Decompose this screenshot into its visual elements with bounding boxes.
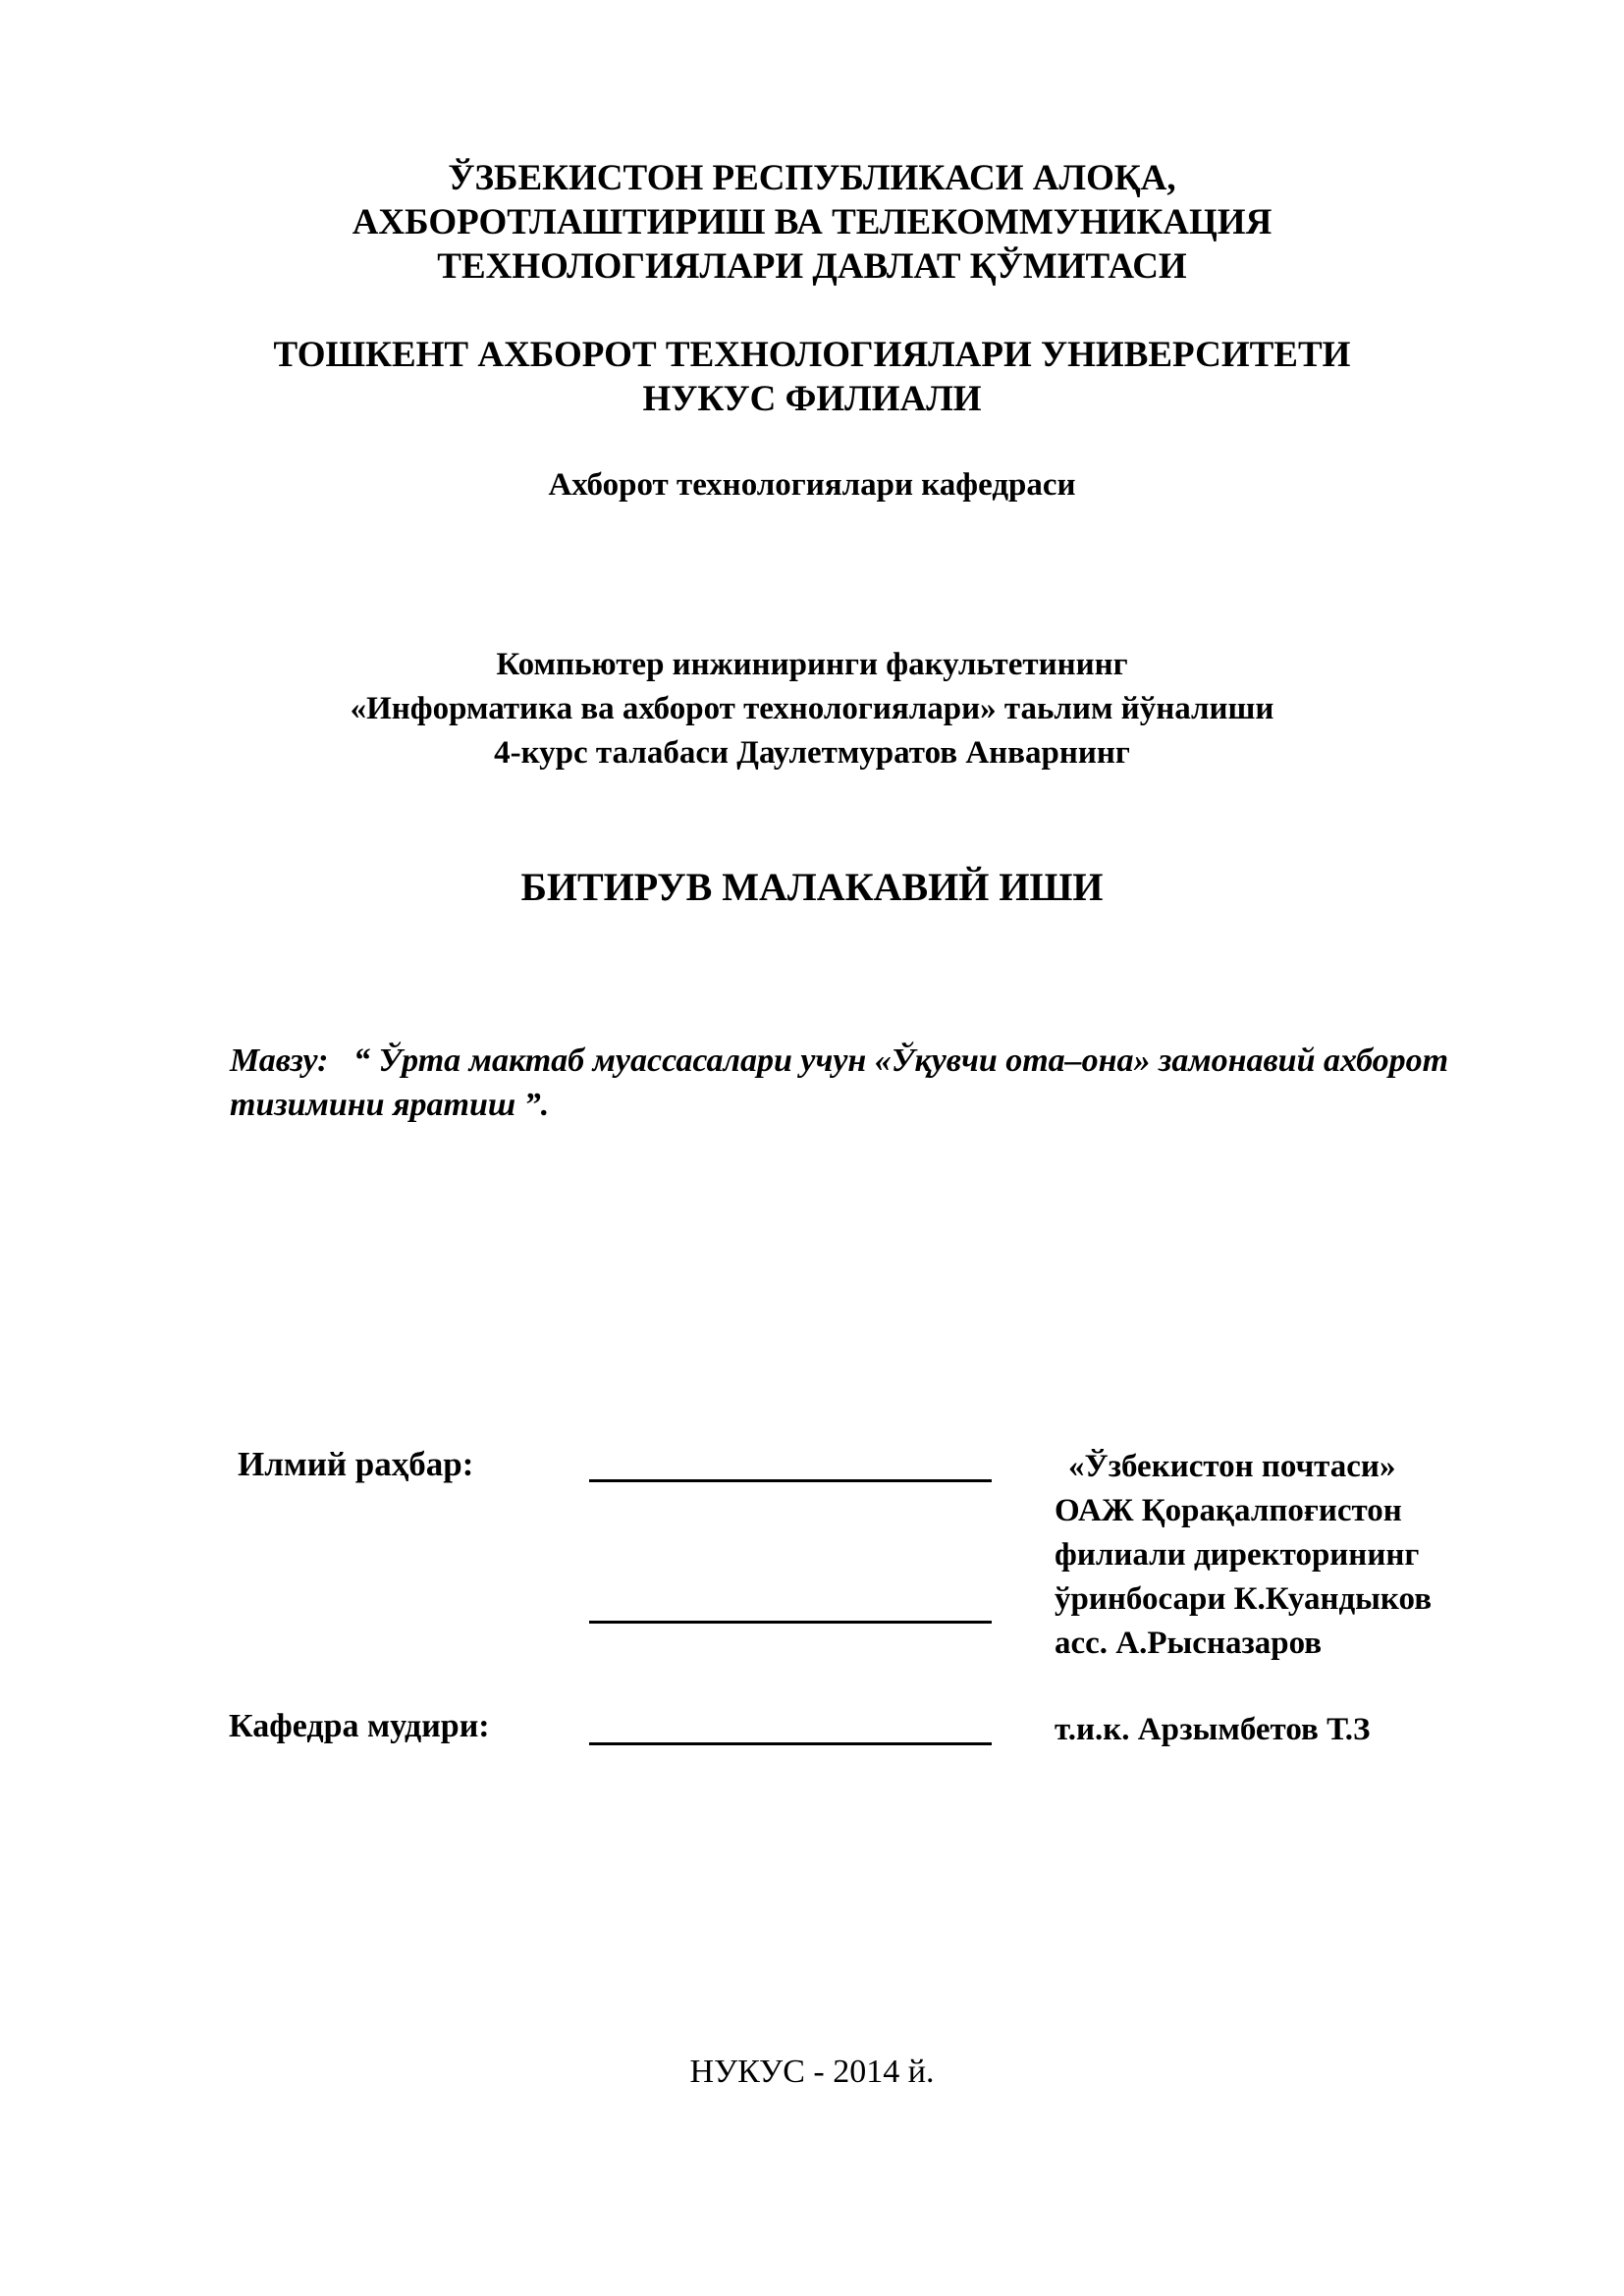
student-line-2: «Информатика ва ахборот технологиялари» таьлим йўналиши	[350, 691, 1274, 726]
ministry-line-3: ТЕХНОЛОГИЯЛАРИ ДАВЛАТ ҚЎМИТАСИ	[437, 246, 1187, 287]
department-name: Ахборот технологиялари кафедраси	[548, 467, 1076, 503]
document-title: БИТИРУВ МАЛАКАВИЙ ИШИ	[520, 865, 1104, 909]
head-of-department-label: Кафедра мудири:	[229, 1708, 490, 1744]
head-of-department-name: т.и.к. Арзымбетов Т.З	[1055, 1712, 1371, 1747]
supervisor-signature-line-2	[589, 1621, 992, 1624]
footer-city-year: НУКУС - 2014 й.	[689, 2054, 935, 2090]
topic-label: Мавзу:	[230, 1042, 329, 1079]
university-line-1: ТОШКЕНТ АХБОРОТ ТЕХНОЛОГИЯЛАРИ УНИВЕРСИТЕТИ	[273, 335, 1351, 375]
supervisor-info-line-4: ўринбосари К.Куандыков	[1055, 1581, 1433, 1617]
topic	[230, 1039, 1536, 1127]
supervisor-info-line-2: ОАЖ Қорақалпоғистон	[1055, 1493, 1402, 1528]
supervisor-info-line-5: асс. А.Рысназаров	[1055, 1626, 1323, 1661]
supervisor-signature-line-1	[589, 1479, 992, 1482]
supervisor-info-line-1: «Ўзбекистон почтаси»	[1068, 1449, 1396, 1484]
supervisor-label: Илмий раҳбар:	[238, 1445, 474, 1483]
head-signature-line	[589, 1742, 992, 1745]
student-line-3: 4-курс талабаси Даулетмуратов Анварнинг	[494, 735, 1130, 771]
topic-text: “ Ўрта мактаб муассасалари учун «Ўқувчи ота–она» замонавий ахборот тизимини яратиш ”.	[230, 1042, 1449, 1123]
student-line-1: Компьютер инжиниринги факультетининг	[496, 647, 1128, 682]
ministry-line-2: АХБОРОТЛАШТИРИШ ВА ТЕЛЕКОММУНИКАЦИЯ	[352, 202, 1272, 242]
university-line-2: НУКУС ФИЛИАЛИ	[642, 379, 982, 419]
supervisor-info-line-3: филиали директорининг	[1055, 1537, 1420, 1573]
ministry-line-1: ЎЗБЕКИСТОН РЕСПУБЛИКАСИ АЛОҚА,	[448, 158, 1176, 198]
